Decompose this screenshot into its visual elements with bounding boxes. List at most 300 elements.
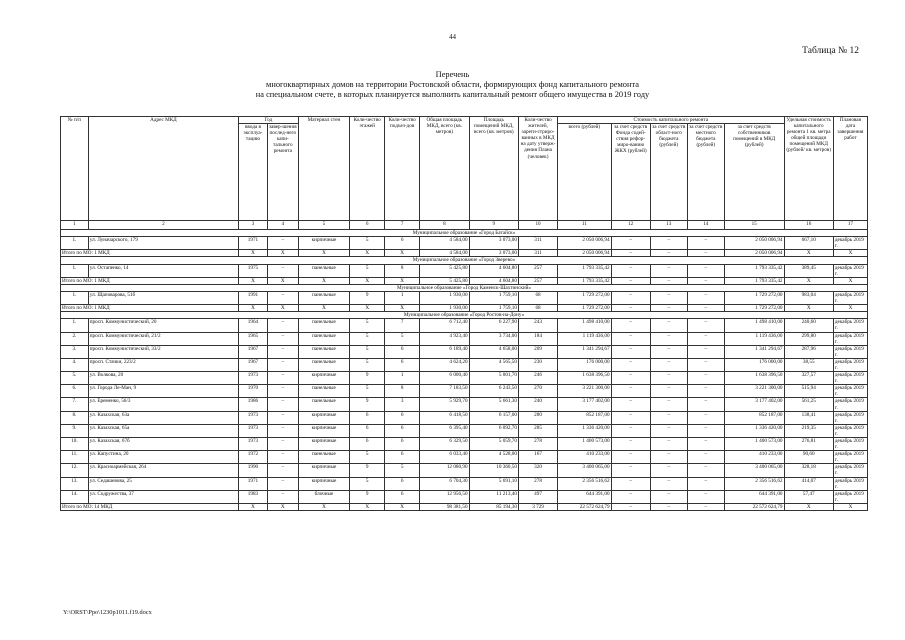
floors-cell: 5 [350, 451, 385, 464]
residents-cell: 167 [518, 451, 557, 464]
cost-local-cell: – [687, 319, 724, 332]
unit-cost-cell: 287,96 [784, 345, 833, 358]
floors-cell: 5 [350, 345, 385, 358]
row-number: 8. [61, 411, 89, 424]
total-cost-regional-cell: – [650, 250, 687, 257]
total-cost-total-cell: 1 729 272,00 [558, 305, 612, 312]
cost-local-cell: – [687, 237, 724, 250]
table-row [61, 451, 868, 464]
wall-material-cell: панельные [298, 451, 349, 464]
row-number: 13. [61, 477, 89, 490]
address-cell: просп. Коммунистический, 21/2 [88, 332, 238, 345]
year-commission-cell: 1967 [239, 345, 268, 358]
premises-area-cell: 6 157,00 [469, 411, 518, 424]
wall-material-cell: панельные [298, 291, 349, 304]
total-area-cell: 6 033,40 [420, 451, 469, 464]
cost-regional-cell: – [650, 372, 687, 385]
total-residents-cell: 257 [518, 277, 557, 284]
deadline-cell: декабрь 2019 г. [833, 398, 867, 411]
wall-material-cell: панельные [298, 358, 349, 371]
total-year-repair-cell: X [267, 503, 298, 510]
title-line: многоквартирных домов на территории Ростовской области, формирующих фонд капитального ремонта [266, 80, 639, 90]
cost-total-cell: 852 187,00 [558, 411, 612, 424]
premises-area-cell: 5 661,30 [469, 398, 518, 411]
year-commission-cell: 1965 [239, 332, 268, 345]
table-row [61, 237, 868, 250]
column-number: 5 [298, 221, 349, 230]
municipality-name: Муниципальное образование «Город Батайск» [61, 230, 868, 237]
municipality-name: Муниципальное образование «Город Каменск-Шахтинский» [61, 284, 868, 291]
year-commission-cell: 1991 [239, 291, 268, 304]
year-repair-cell: – [267, 264, 298, 277]
cost-regional-cell: – [650, 451, 687, 464]
year-repair-cell: – [267, 438, 298, 451]
cost-regional-cell: – [650, 477, 687, 490]
deadline-cell: декабрь 2019 г. [833, 451, 867, 464]
total-area-cell: 4 923,40 [420, 332, 469, 345]
premises-area-cell: 6 243,50 [469, 385, 518, 398]
total-cost-regional-cell: – [650, 305, 687, 312]
premises-area-cell: 5 001,70 [469, 372, 518, 385]
header-cost-fund: за счет средств Фонда содей-ствия рефор-миро-ванию ЖКХ (рублей) [611, 124, 650, 221]
total-area-cell: 6 000,40 [420, 372, 469, 385]
cost-fund-cell: – [611, 237, 650, 250]
total-row [61, 503, 868, 510]
cost-fund-cell: – [611, 264, 650, 277]
cost-regional-cell: – [650, 398, 687, 411]
cost-local-cell: – [687, 438, 724, 451]
cost-owners-cell: 1 498 410,00 [724, 319, 784, 332]
cost-owners-cell: 1 729 272,00 [724, 291, 784, 304]
cost-fund-cell: – [611, 438, 650, 451]
year-commission-cell: 1970 [239, 385, 268, 398]
total-year-commission-cell: X [239, 250, 268, 257]
floors-cell: 5 [350, 385, 385, 398]
address-cell: просп. Стачки, 223/2 [88, 358, 238, 371]
cost-regional-cell: – [650, 464, 687, 477]
wall-material-cell: панельные [298, 385, 349, 398]
total-cost-owners-cell: 22 572 624,79 [724, 503, 784, 510]
year-commission-cell: 1964 [239, 319, 268, 332]
entrances-cell: 6 [385, 477, 420, 490]
cost-owners-cell: 1 119 436,00 [724, 332, 784, 345]
residents-cell: 278 [518, 438, 557, 451]
wall-material-cell: панельные [298, 332, 349, 345]
header-premises-area: Площадь помещений МКД, всего (кв. метров) [469, 117, 518, 221]
premises-area-cell: 10 360,50 [469, 464, 518, 477]
year-repair-cell: – [267, 411, 298, 424]
residents-cell: 68 [518, 291, 557, 304]
residents-cell: 243 [518, 319, 557, 332]
wall-material-cell: кирпичные [298, 372, 349, 385]
total-premises-area-cell: 85 194,30 [469, 503, 518, 510]
total-deadline-cell: X [833, 305, 867, 312]
floors-cell: 9 [350, 398, 385, 411]
year-commission-cell: 1983 [239, 490, 268, 503]
residents-cell: 209 [518, 345, 557, 358]
floors-cell: 9 [350, 372, 385, 385]
premises-area-cell: 4 658,00 [469, 345, 518, 358]
floors-cell: 5 [350, 237, 385, 250]
year-commission-cell: 1973 [239, 411, 268, 424]
total-cost-local-cell: – [687, 305, 724, 312]
total-row [61, 305, 868, 312]
column-number: 7 [385, 221, 420, 230]
header-year-commission: ввода в эксплуа-тацию [239, 124, 268, 221]
deadline-cell: декабрь 2019 г. [833, 411, 867, 424]
total-wall-material-cell: X [298, 250, 349, 257]
cost-total-cell: 1 729 272,00 [558, 291, 612, 304]
year-commission-cell: 1973 [239, 438, 268, 451]
year-repair-cell: – [267, 345, 298, 358]
cost-local-cell: – [687, 451, 724, 464]
unit-cost-cell: 38,55 [784, 358, 833, 371]
year-repair-cell: – [267, 319, 298, 332]
cost-regional-cell: – [650, 424, 687, 437]
residents-cell: 270 [518, 385, 557, 398]
total-cost-owners-cell: 2 050 006,94 [724, 250, 784, 257]
column-number: 2 [88, 221, 238, 230]
unit-cost-cell: 389,45 [784, 264, 833, 277]
year-commission-cell: 1973 [239, 424, 268, 437]
deadline-cell: декабрь 2019 г. [833, 237, 867, 250]
cost-regional-cell: – [650, 291, 687, 304]
total-area-cell: 6 418,50 [420, 411, 469, 424]
premises-area-cell: 3 073,00 [469, 237, 518, 250]
address-cell: ул. Остапенко, 14 [88, 264, 238, 277]
row-number: 5. [61, 372, 89, 385]
cost-owners-cell: 1 793 335,42 [724, 264, 784, 277]
year-repair-cell: – [267, 372, 298, 385]
cost-owners-cell: 410 233,00 [724, 451, 784, 464]
unit-cost-cell: 240,60 [784, 319, 833, 332]
total-deadline-cell: X [833, 503, 867, 510]
table-row [61, 398, 868, 411]
wall-material-cell: кирпичные [298, 438, 349, 451]
cost-fund-cell: – [611, 291, 650, 304]
cost-local-cell: – [687, 264, 724, 277]
cost-regional-cell: – [650, 490, 687, 503]
total-total-area-cell: 98 381,50 [420, 503, 469, 510]
total-residents-cell: 311 [518, 250, 557, 257]
column-number: 14 [687, 221, 724, 230]
wall-material-cell: панельные [298, 398, 349, 411]
cost-owners-cell: 3 177 402,00 [724, 398, 784, 411]
entrances-cell: 1 [385, 372, 420, 385]
cost-fund-cell: – [611, 464, 650, 477]
header-cost-local: за счет средств местного бюджета (рублей) [687, 124, 724, 221]
column-number: 6 [350, 221, 385, 230]
cost-local-cell: – [687, 345, 724, 358]
residents-cell: 311 [518, 237, 557, 250]
total-area-cell: 6 395,40 [420, 424, 469, 437]
cost-fund-cell: – [611, 424, 650, 437]
cost-fund-cell: – [611, 385, 650, 398]
deadline-cell: декабрь 2019 г. [833, 490, 867, 503]
total-label: Итого по МО: 14 МКД [61, 503, 239, 510]
unit-cost-cell: 299,80 [784, 332, 833, 345]
year-repair-cell: – [267, 464, 298, 477]
municipality-name: Муниципальное образование «Город Зверево» [61, 257, 868, 264]
row-number: 6. [61, 385, 89, 398]
cost-total-cell: 2 356 516,62 [558, 477, 612, 490]
deadline-cell: декабрь 2019 г. [833, 438, 867, 451]
address-cell: ул. Волкова, 20 [88, 372, 238, 385]
unit-cost-cell: 327,57 [784, 372, 833, 385]
address-cell: просп. Коммунистический, 20 [88, 319, 238, 332]
deadline-cell: декабрь 2019 г. [833, 319, 867, 332]
total-cost-regional-cell: – [650, 503, 687, 510]
cost-total-cell: 3 177 402,00 [558, 398, 612, 411]
cost-regional-cell: – [650, 438, 687, 451]
entrances-cell: 6 [385, 451, 420, 464]
cost-owners-cell: 3 221 300,00 [724, 385, 784, 398]
total-deadline-cell: X [833, 277, 867, 284]
total-premises-area-cell: 4 604,80 [469, 277, 518, 284]
total-cost-fund-cell: – [611, 503, 650, 510]
cost-local-cell: – [687, 490, 724, 503]
table-row [61, 490, 868, 503]
table-row [61, 358, 868, 371]
table-row [61, 477, 868, 490]
total-floors-cell: X [350, 503, 385, 510]
total-area-cell: 12 956,50 [420, 490, 469, 503]
total-total-area-cell: 5 425,80 [420, 277, 469, 284]
total-total-area-cell: 1 930,00 [420, 305, 469, 312]
floors-cell: 5 [350, 264, 385, 277]
deadline-cell: декабрь 2019 г. [833, 332, 867, 345]
cost-total-cell: 1 400 573,00 [558, 438, 612, 451]
deadline-cell: декабрь 2019 г. [833, 264, 867, 277]
total-year-commission-cell: X [239, 277, 268, 284]
table-row [61, 319, 868, 332]
total-cost-owners-cell: 1 729 272,00 [724, 305, 784, 312]
header-unit-cost: Удельная стоимость капитального ремонта 1 кв. метра общей площади помещений МКД (рублей/ кв. метров) [784, 117, 833, 221]
cost-regional-cell: – [650, 385, 687, 398]
row-number: 1. [61, 291, 89, 304]
housing-repair-table [60, 116, 868, 511]
floors-cell: 9 [350, 464, 385, 477]
entrances-cell: 3 [385, 398, 420, 411]
total-deadline-cell: X [833, 250, 867, 257]
total-cost-owners-cell: 1 793 335,42 [724, 277, 784, 284]
residents-cell: 285 [518, 424, 557, 437]
cost-local-cell: – [687, 424, 724, 437]
cost-owners-cell: 2 356 516,62 [724, 477, 784, 490]
total-floors-cell: X [350, 277, 385, 284]
total-row [61, 277, 868, 284]
table-number: Таблица № 12 [802, 46, 859, 56]
premises-area-cell: 1 759,10 [469, 291, 518, 304]
title-line: Перечень [435, 70, 470, 79]
wall-material-cell: кирпичные [298, 424, 349, 437]
total-label: Итого по МО: 1 МКД [61, 305, 239, 312]
cost-local-cell: – [687, 464, 724, 477]
year-commission-cell: 1967 [239, 358, 268, 371]
total-residents-cell: 68 [518, 305, 557, 312]
total-cost-regional-cell: – [650, 277, 687, 284]
cost-total-cell: 1 638 396,50 [558, 372, 612, 385]
cost-total-cell: 1 119 436,00 [558, 332, 612, 345]
entrances-cell: 6 [385, 237, 420, 250]
table-body [61, 230, 868, 511]
total-total-area-cell: 4 584,00 [420, 250, 469, 257]
header-total-area: Общая площадь МКД, всего (кв. метров) [420, 117, 469, 221]
deadline-cell: декабрь 2019 г. [833, 358, 867, 371]
cost-fund-cell: – [611, 490, 650, 503]
entrances-cell: 8 [385, 264, 420, 277]
row-number: 1. [61, 237, 89, 250]
total-floors-cell: X [350, 250, 385, 257]
year-commission-cell: 1975 [239, 264, 268, 277]
total-area-cell: 7 183,50 [420, 385, 469, 398]
wall-material-cell: панельные [298, 319, 349, 332]
cost-owners-cell: 2 050 006,94 [724, 237, 784, 250]
floors-cell: 5 [350, 358, 385, 371]
entrances-cell: 6 [385, 411, 420, 424]
cost-local-cell: – [687, 332, 724, 345]
address-cell: ул. Казахская, 63а [88, 411, 238, 424]
year-commission-cell: 1990 [239, 464, 268, 477]
total-area-cell: 1 930,00 [420, 291, 469, 304]
total-unit-cost-cell: X [784, 277, 833, 284]
cost-total-cell: 3 400 065,00 [558, 464, 612, 477]
total-unit-cost-cell: X [784, 503, 833, 510]
row-number: 11. [61, 451, 89, 464]
address-cell: ул. Седашевова, 25 [88, 477, 238, 490]
page-number: 44 [449, 33, 456, 41]
column-number: 12 [611, 221, 650, 230]
total-cost-fund-cell: – [611, 305, 650, 312]
cost-regional-cell: – [650, 411, 687, 424]
cost-local-cell: – [687, 372, 724, 385]
row-number: 1. [61, 264, 89, 277]
floors-cell: 6 [350, 411, 385, 424]
cost-fund-cell: – [611, 319, 650, 332]
premises-area-cell: 4 528,00 [469, 451, 518, 464]
column-number: 10 [518, 221, 557, 230]
unit-cost-cell: 561,25 [784, 398, 833, 411]
entrances-cell: 1 [385, 291, 420, 304]
deadline-cell: декабрь 2019 г. [833, 385, 867, 398]
header-deadline: Плановая дата завершения работ [833, 117, 867, 221]
premises-area-cell: 11 213,40 [469, 490, 518, 503]
address-cell: ул. Луначарского, 179 [88, 237, 238, 250]
wall-material-cell: панельные [298, 264, 349, 277]
residents-cell: 280 [518, 411, 557, 424]
year-repair-cell: – [267, 490, 298, 503]
cost-owners-cell: 1 336 420,00 [724, 424, 784, 437]
header-floors: Коли-чество этажей [350, 117, 385, 221]
deadline-cell: декабрь 2019 г. [833, 345, 867, 358]
table-row [61, 424, 868, 437]
total-area-cell: 5 929,70 [420, 398, 469, 411]
address-cell: ул. Капустина, 20 [88, 451, 238, 464]
unit-cost-cell: 90,60 [784, 451, 833, 464]
total-cost-local-cell: – [687, 250, 724, 257]
table-row [61, 332, 868, 345]
premises-area-cell: 3 734,00 [469, 332, 518, 345]
cost-total-cell: 3 221 300,00 [558, 385, 612, 398]
total-unit-cost-cell: X [784, 250, 833, 257]
entrances-cell: 6 [385, 358, 420, 371]
unit-cost-cell: 138,41 [784, 411, 833, 424]
total-area-cell: 6 189,40 [420, 345, 469, 358]
total-entrances-cell: X [385, 305, 420, 312]
unit-cost-cell: 667,10 [784, 237, 833, 250]
table-row [61, 291, 868, 304]
cost-owners-cell: 1 638 396,50 [724, 372, 784, 385]
municipality-name: Муниципальное образование «Город Ростов-на-Дону» [61, 312, 868, 319]
column-number: 1 [61, 221, 89, 230]
cost-regional-cell: – [650, 237, 687, 250]
entrances-cell: 8 [385, 385, 420, 398]
header-year-reconstruction: завер-шения послед-него капи-тального ремонта [267, 124, 298, 221]
total-year-commission-cell: X [239, 503, 268, 510]
year-commission-cell: 1971 [239, 477, 268, 490]
total-unit-cost-cell: X [784, 305, 833, 312]
total-entrances-cell: X [385, 503, 420, 510]
cost-owners-cell: 644 391,00 [724, 490, 784, 503]
residents-cell: 240 [518, 398, 557, 411]
wall-material-cell: панельные [298, 345, 349, 358]
unit-cost-cell: 328,18 [784, 464, 833, 477]
total-label: Итого по МО: 1 МКД [61, 277, 239, 284]
cost-fund-cell: – [611, 332, 650, 345]
header-cost-regional: за счет средств област-ного бюджета (рублей) [650, 124, 687, 221]
column-number: 13 [650, 221, 687, 230]
column-number: 17 [833, 221, 867, 230]
address-cell: ул. Еременко, 56/3 [88, 398, 238, 411]
header-year: Год [239, 117, 299, 124]
cost-total-cell: 1 341 294,67 [558, 345, 612, 358]
total-year-commission-cell: X [239, 305, 268, 312]
total-area-cell: 12 080,90 [420, 464, 469, 477]
header-residents: Коли-чество жителей, зареги-стриро-ванных в МКД на дату утверж-дения Плана (человек) [518, 117, 557, 221]
floors-cell: 9 [350, 291, 385, 304]
floors-cell: 5 [350, 319, 385, 332]
residents-cell: 278 [518, 477, 557, 490]
cost-total-cell: 1 336 420,00 [558, 424, 612, 437]
total-wall-material-cell: X [298, 503, 349, 510]
total-row [61, 250, 868, 257]
total-entrances-cell: X [385, 250, 420, 257]
unit-cost-cell: 57,47 [784, 490, 833, 503]
floors-cell: 5 [350, 477, 385, 490]
total-entrances-cell: X [385, 277, 420, 284]
row-number: 1. [61, 319, 89, 332]
cost-fund-cell: – [611, 358, 650, 371]
total-cost-total-cell: 22 572 624,79 [558, 503, 612, 510]
total-wall-material-cell: X [298, 305, 349, 312]
wall-material-cell: кирпичные [298, 464, 349, 477]
header-cost-group: Стоимость капитального ремонта [558, 117, 784, 124]
file-path-footer: Y:\ORST\Ppo\1230p1011.f19.docx [63, 609, 152, 616]
table-row [61, 438, 868, 451]
column-number: 11 [558, 221, 612, 230]
year-repair-cell: – [267, 291, 298, 304]
entrances-cell: 6 [385, 345, 420, 358]
column-number: 9 [469, 221, 518, 230]
cost-fund-cell: – [611, 477, 650, 490]
residents-cell: 184 [518, 332, 557, 345]
row-number: 7. [61, 398, 89, 411]
column-number-row [61, 221, 868, 230]
year-repair-cell: – [267, 237, 298, 250]
cost-local-cell: – [687, 477, 724, 490]
year-commission-cell: 1972 [239, 451, 268, 464]
header-entrances: Коли-чество подъез-дов [385, 117, 420, 221]
